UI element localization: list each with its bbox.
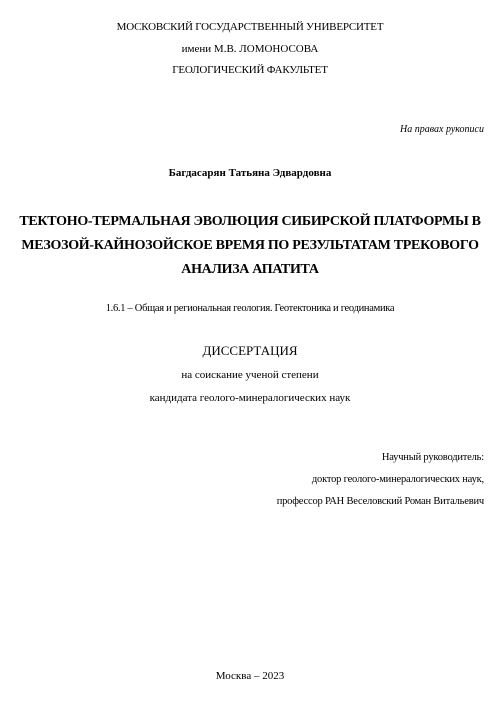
- supervisor-name: профессор РАН Веселовский Роман Витальевич: [276, 496, 484, 507]
- manuscript-note: На правах рукописи: [400, 124, 484, 135]
- supervisor-degree: доктор геолого-минералогических наук,: [311, 474, 484, 485]
- dissertation-heading: ДИССЕРТАЦИЯ: [202, 343, 298, 358]
- dissertation-title-line-1: ТЕКТОНО-ТЕРМАЛЬНАЯ ЭВОЛЮЦИЯ СИБИРСКОЙ ПЛАТФОРМЫ В: [19, 214, 481, 229]
- named-after: имени М.В. ЛОМОНОСОВА: [181, 43, 319, 55]
- dissertation-title-line-3: АНАЛИЗА АПАТИТА: [181, 262, 319, 277]
- dissertation-title-line-2: МЕЗОЗОЙ-КАЙНОЗОЙСКОЕ ВРЕМЯ ПО РЕЗУЛЬТАТАМ ТРЕКОВОГО: [21, 238, 479, 253]
- supervisor-label: Научный руководитель:: [381, 452, 484, 463]
- university-name: МОСКОВСКИЙ ГОСУДАРСТВЕННЫЙ УНИВЕРСИТЕТ: [116, 21, 384, 33]
- faculty-name: ГЕОЛОГИЧЕСКИЙ ФАКУЛЬТЕТ: [172, 64, 328, 76]
- degree-line-2: кандидата геолого-минералогических наук: [149, 392, 351, 404]
- city-year: Москва – 2023: [215, 670, 285, 682]
- degree-line-1: на соискание ученой степени: [181, 369, 319, 381]
- specialty-code: 1.6.1 – Общая и региональная геология. Геотектоника и геодинамика: [105, 303, 395, 314]
- author-name: Багдасарян Татьяна Эдвардовна: [168, 167, 332, 179]
